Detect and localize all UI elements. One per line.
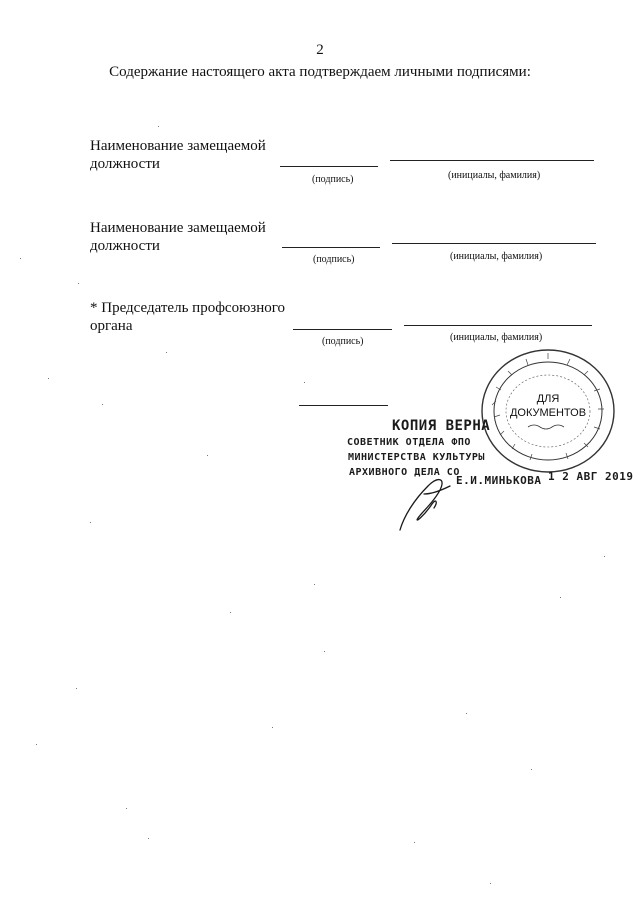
caption-name-1: (инициалы, фамилия) — [448, 170, 541, 181]
caption-name-3: (инициалы, фамилия) — [450, 332, 543, 343]
caption-signature-2: (подпись) — [313, 254, 355, 265]
label-line-1: Наименование замещаемой — [90, 138, 266, 154]
signature-line-2 — [282, 247, 380, 248]
position-line-3: АРХИВНОГО ДЕЛА СО — [349, 467, 460, 478]
caption-name-2: (инициалы, фамилия) — [450, 251, 543, 262]
certifier-name: Е.И.МИНЬКОВА — [456, 474, 542, 487]
signature-block-2-label — [90, 219, 290, 255]
signature-line-1 — [280, 166, 378, 167]
label-line-1: Наименование замещаемой — [90, 220, 266, 236]
handwritten-signature — [394, 472, 456, 534]
label-line-2: должности — [90, 238, 160, 254]
seal-text-1: ДЛЯ — [536, 393, 560, 405]
label-line-2: органа — [90, 318, 133, 334]
label-line-1: * Председатель профсоюзного — [90, 300, 286, 316]
caption-signature-1: (подпись) — [312, 174, 354, 185]
position-line-1: СОВЕТНИК ОТДЕЛА ФПО — [347, 437, 471, 448]
name-line-1 — [390, 160, 594, 161]
name-line-2 — [392, 243, 596, 244]
signature-line-3 — [293, 329, 392, 330]
signature-block-3-label — [90, 299, 290, 335]
intro-text: Содержание настоящего акта подтверждаем личными подписями: — [109, 64, 531, 80]
certification-date: 1 2 АВГ 2019 — [548, 470, 634, 483]
seal-text-2: ДОКУМЕНТОВ — [509, 407, 587, 419]
seal-scribble — [528, 425, 564, 429]
copy-true-title: КОПИЯ ВЕРНА — [392, 418, 491, 434]
page-number: 2 — [316, 42, 324, 58]
stamp-line — [299, 405, 388, 406]
name-line-3 — [404, 325, 592, 326]
round-seal-icon — [478, 345, 618, 475]
caption-signature-3: (подпись) — [322, 336, 364, 347]
signature-block-1-label — [90, 137, 290, 173]
position-line-2: МИНИСТЕРСТВА КУЛЬТУРЫ — [348, 452, 485, 463]
label-line-2: должности — [90, 156, 160, 172]
